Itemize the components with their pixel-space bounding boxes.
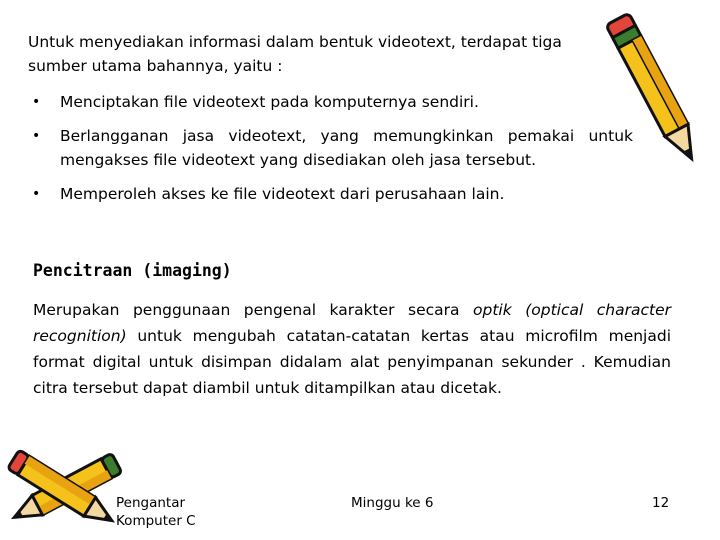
paragraph-italic-term: optik (optical character recognition): [33, 301, 672, 345]
list-item-text: Memperoleh akses ke file videotext dari perusahaan lain.: [60, 185, 505, 203]
list-item: [28, 182, 633, 206]
body-paragraph: [33, 297, 671, 401]
bullet-marker: •: [32, 128, 41, 144]
list-item-text: Berlangganan jasa videotext, yang memungkinkan pemakai untuk mengakses file videotext yang disediakan oleh jasa tersebut.: [60, 127, 633, 169]
footer-week: Minggu ke 6: [351, 495, 434, 511]
list-item: [28, 124, 633, 172]
section-title: Pencitraan (imaging): [33, 261, 232, 280]
pencil-icon: [596, 0, 712, 175]
bullet-list: [28, 90, 633, 216]
pencils-icon: [0, 432, 140, 540]
bullet-marker: •: [32, 186, 41, 202]
paragraph-text-start: Merupakan penggunaan pengenal karakter secara: [33, 301, 474, 319]
list-item: [28, 90, 633, 114]
intro-text: Untuk menyediakan informasi dalam bentuk videotext, terdapat tiga sumber utama bahannya, yaitu :: [28, 33, 562, 75]
paragraph-text-end: untuk mengubah catatan-catatan kertas atau microfilm menjadi format digital untuk disimpan didalam alat penyimpanan sekunder . Kemudian citra tersebut dapat diambil untuk ditampilkan atau dicetak.: [33, 327, 671, 397]
footer-course-line1: Pengantar: [116, 495, 186, 511]
footer-course-line2: Komputer C: [116, 513, 196, 529]
bullet-marker: •: [32, 94, 41, 110]
footer-page-number: 12: [652, 495, 670, 511]
list-item-text: Menciptakan file videotext pada komputernya sendiri.: [60, 93, 479, 111]
